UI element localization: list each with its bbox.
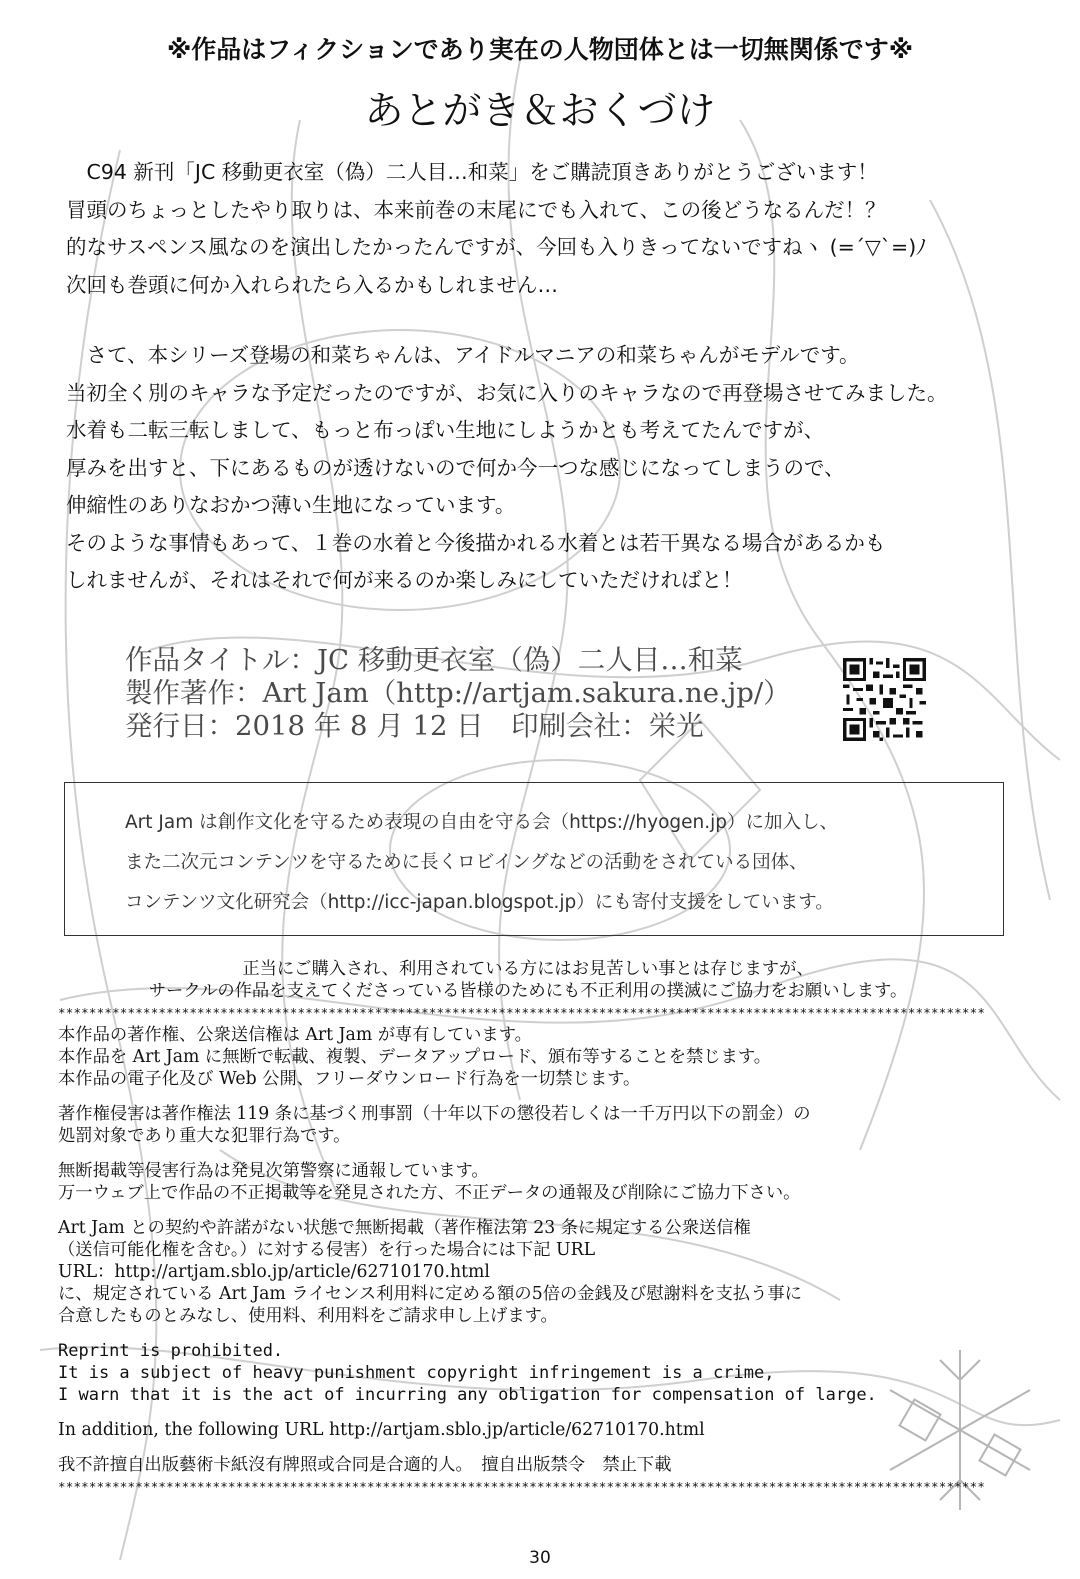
english-line: It is a subject of heavy punishment copyright infringement is a crime, bbox=[58, 1363, 775, 1383]
text-line: 冒頭のちょっとしたやり取りは、本来前巻の末尾にでも入れて、この後どうなるんだ！？ bbox=[66, 197, 886, 222]
legal-notice bbox=[58, 958, 1070, 1498]
divider-stars: ************************************************************************************************************************ bbox=[58, 1005, 986, 1020]
author-credit: 製作著作：Art Jam（http://artjam.sakura.ne.jp/） bbox=[125, 677, 791, 709]
text-line: 水着も二転三転しまして、もっと布っぽい生地にしようかとも考えてたんですが、 bbox=[66, 418, 825, 442]
legal-intro-line: 正当にご購入され、利用されている方にはお見苦しい事とは存じますが、 bbox=[242, 959, 814, 979]
legal-line: 本作品の電子化及び Web 公開、フリーダウンロード行為を一切禁じます。 bbox=[58, 1069, 641, 1089]
legal-line: 処罰対象であり重大な犯罪行為です。 bbox=[58, 1126, 351, 1146]
legal-intro-line: サークルの作品を支えてくださっている皆様のためにも不正利用の撲滅にご協力をお願いします。 bbox=[148, 981, 908, 1001]
legal-line: 本作品を Art Jam に無断で転載、複製、データアップロード、頒布等することを禁じます。 bbox=[58, 1047, 772, 1067]
text-line: 的なサスペンス風なのを演出したかったんですが、今回も入りきってないですねヽ (=´▽`=)ﾉ bbox=[66, 235, 927, 259]
text-line: 伸縮性のありなおかつ薄い生地になっています。 bbox=[66, 493, 516, 517]
english-line: I warn that it is the act of incurring any obligation for compensation of large. bbox=[58, 1385, 877, 1405]
english-line: Reprint is prohibited. bbox=[58, 1341, 284, 1361]
text-line: 次回も巻頭に何か入れられたら入るかもしれません… bbox=[66, 272, 558, 297]
legal-line: Art Jam との契約や許諾がない状態で無断掲載（著作権法第 23 条に規定する公衆送信権 bbox=[58, 1218, 751, 1238]
legal-line: 本作品の著作権、公衆送信権は Art Jam が専有しています。 bbox=[58, 1025, 532, 1045]
text-line: しれませんが、それはそれで何が来るのか楽しみにしていただければと！ bbox=[66, 568, 743, 592]
text-line: 厚みを出すと、下にあるものが透けないので何か今一つな感じになってしまうので、 bbox=[66, 455, 845, 480]
legal-line: に、規定されている Art Jam ライセンス利用料に定める額の5倍の金銭及び慰謝料を支払う事に bbox=[58, 1284, 802, 1304]
legal-url-line: URL：http://artjam.sblo.jp/article/62710170.html bbox=[58, 1262, 490, 1282]
page-number: 30 bbox=[529, 1548, 551, 1568]
colophon bbox=[125, 644, 791, 743]
text-line: 当初全く別のキャラな予定だったのですが、お気に入りのキャラなので再登場させてみました。 bbox=[66, 380, 948, 405]
qr-code-icon bbox=[843, 658, 926, 741]
english-url-line: In addition, the following URL http://artjam.sblo.jp/article/62710170.html bbox=[58, 1420, 705, 1440]
afterword-paragraph-1 bbox=[66, 154, 1078, 304]
work-title: 作品タイトル：JC 移動更衣室（偽）二人目…和菜 bbox=[125, 644, 743, 676]
text-line: そのような事情もあって、１巻の水着と今後描かれる水着とは若干異なる場合があるかも bbox=[66, 530, 886, 555]
support-notice-box bbox=[64, 782, 1004, 936]
fiction-disclaimer: ※作品はフィクションであり実在の人物団体とは一切無関係です※ bbox=[166, 35, 914, 64]
chinese-line: 我不許擅自出版藝術卡紙沒有牌照或合同是合適的人。 擅自出版禁令 禁止下載 bbox=[58, 1455, 672, 1475]
legal-line: （送信可能化権を含む。）に対する侵害）を行った場合には下記 URL bbox=[58, 1240, 596, 1260]
text-line: さて、本シリーズ登場の和菜ちゃんは、アイドルマニアの和菜ちゃんがモデルです。 bbox=[66, 343, 860, 367]
publish-date-printer: 発行日：2018 年 8 月 12 日 印刷会社：栄光 bbox=[125, 710, 704, 742]
afterword-paragraph-2 bbox=[66, 337, 1078, 600]
legal-line: 万一ウェブ上で作品の不正掲載等を発見された方、不正データの通報及び削除にご協力下さい。 bbox=[58, 1183, 801, 1203]
legal-line: 無断掲載等侵害行為は発見次第警察に通報しています。 bbox=[58, 1161, 489, 1181]
spacer bbox=[58, 1327, 1070, 1340]
spacer bbox=[58, 1406, 1070, 1419]
notice-line: Art Jam は創作文化を守るため表現の自由を守る会（https://hyogen.jp）に加入し、 bbox=[125, 812, 839, 833]
text-line: C94 新刊「JC 移動更衣室（偽）二人目…和菜」をご購読頂きありがとうございます！ bbox=[66, 160, 878, 184]
notice-line: コンテンツ文化研究会（http://icc-japan.blogspot.jp）にも寄付支援をしています。 bbox=[125, 892, 834, 913]
spacer bbox=[58, 1147, 1070, 1160]
legal-line: 著作権侵害は著作権法 119 条に基づく刑事罰（十年以下の懲役若しくは一千万円以下の罰金）の bbox=[58, 1104, 811, 1124]
divider-stars: ************************************************************************************************************************ bbox=[58, 1479, 986, 1494]
notice-line: また二次元コンテンツを守るために長くロビイングなどの活動をされている団体、 bbox=[125, 852, 808, 873]
spacer bbox=[58, 1441, 1070, 1454]
spacer bbox=[58, 1204, 1070, 1217]
spacer bbox=[58, 1090, 1070, 1103]
legal-line: 合意したものとみなし、使用料、利用料をご請求申し上げます。 bbox=[58, 1306, 558, 1326]
page-title: あとがき＆おくづけ bbox=[364, 89, 716, 134]
